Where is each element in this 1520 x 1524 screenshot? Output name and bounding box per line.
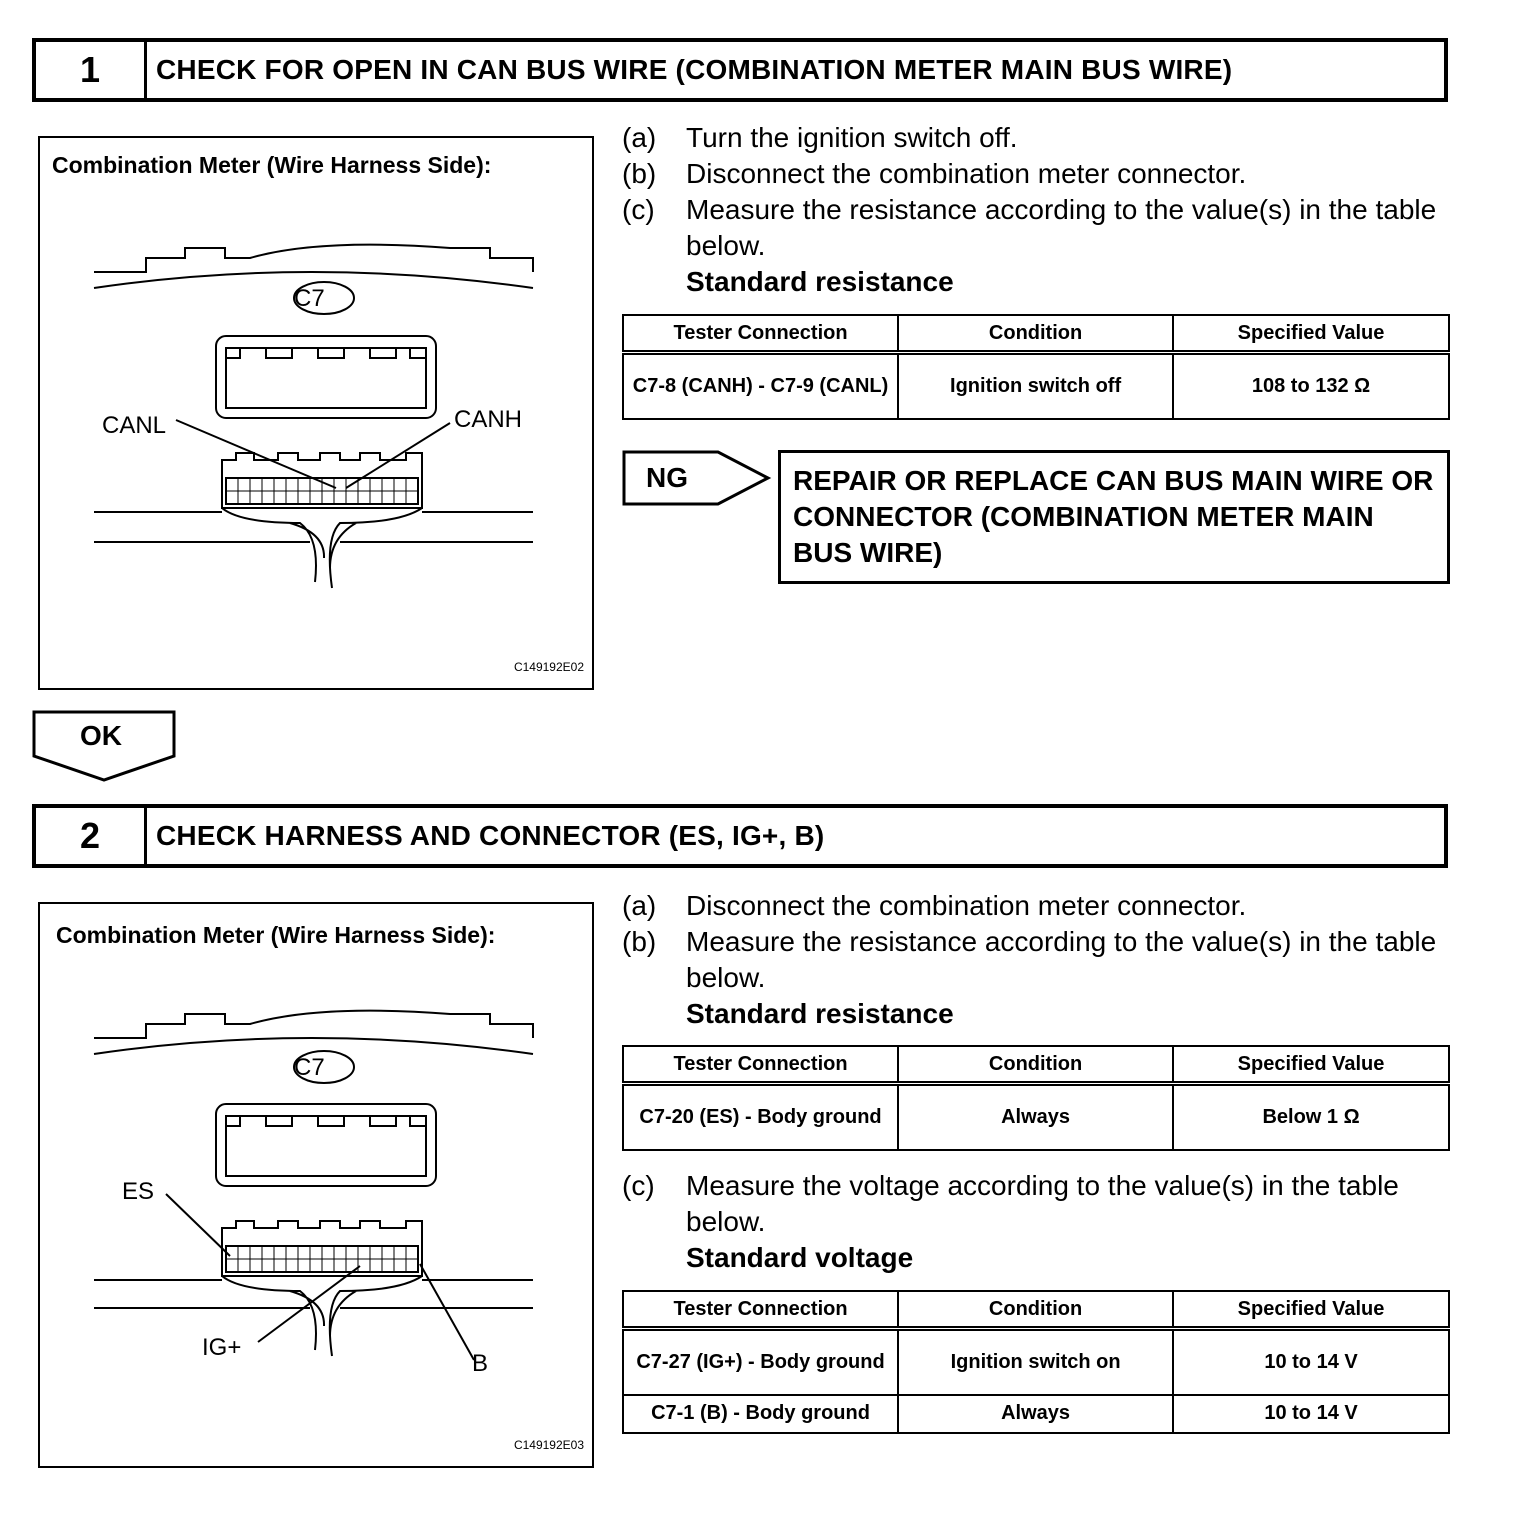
instruction-label: (b) bbox=[622, 926, 657, 957]
table-cell: Always bbox=[898, 1084, 1173, 1150]
step-2-resistance-table bbox=[622, 1045, 1450, 1151]
ig-plus-label: IG+ bbox=[202, 1334, 242, 1361]
step-2-title: CHECK HARNESS AND CONNECTOR (ES, IG+, B) bbox=[156, 820, 825, 851]
es-label: ES bbox=[122, 1178, 155, 1205]
table-cell: 108 to 132 Ω bbox=[1173, 353, 1449, 419]
instruction-text: Measure the voltage according to the value(s) in the table below. bbox=[686, 1170, 1399, 1237]
table-cell: 10 to 14 V bbox=[1173, 1329, 1449, 1395]
ok-label: OK bbox=[80, 720, 122, 751]
table-cell: 10 to 14 V bbox=[1173, 1395, 1449, 1433]
instruction-a bbox=[622, 120, 1448, 156]
standard-voltage-title: Standard voltage bbox=[686, 1242, 914, 1273]
table-cell: C7-20 (ES) - Body ground bbox=[623, 1084, 898, 1150]
table-header: Specified Value bbox=[1173, 1291, 1449, 1329]
instruction-label: (c) bbox=[622, 1170, 655, 1201]
instruction-label: (a) bbox=[622, 890, 657, 921]
figure-2-code: C149192E03 bbox=[513, 1438, 584, 1452]
table-header-row bbox=[623, 1291, 1449, 1329]
instruction-c bbox=[622, 192, 1448, 264]
canh-label: CANH bbox=[454, 406, 523, 433]
table-header: Specified Value bbox=[1173, 1046, 1449, 1084]
instruction-c bbox=[622, 1168, 1448, 1240]
ok-arrow bbox=[32, 710, 178, 787]
table-cell: C7-1 (B) - Body ground bbox=[623, 1395, 898, 1433]
instruction-a bbox=[622, 888, 1448, 924]
instruction-label: (c) bbox=[622, 194, 655, 225]
canl-label: CANL bbox=[102, 412, 167, 439]
step-2-number: 2 bbox=[36, 808, 147, 864]
table-row bbox=[623, 1329, 1449, 1395]
ng-arrow bbox=[622, 450, 772, 513]
table-header: Condition bbox=[898, 1291, 1173, 1329]
instruction-label: (a) bbox=[622, 122, 657, 153]
table-cell: C7-8 (CANH) - C7-9 (CANL) bbox=[623, 353, 898, 419]
step-1-number: 1 bbox=[36, 42, 147, 98]
table-header: Condition bbox=[898, 315, 1173, 353]
instruction-text: Disconnect the combination meter connector. bbox=[686, 890, 1247, 921]
connector-c7-label: C7 bbox=[294, 1054, 325, 1081]
table-header-row bbox=[623, 1046, 1449, 1084]
table-row bbox=[623, 353, 1449, 419]
step-2-voltage-table bbox=[622, 1290, 1450, 1434]
table-header: Tester Connection bbox=[623, 1046, 898, 1084]
figure-1-title: Combination Meter (Wire Harness Side): bbox=[52, 152, 492, 178]
instruction-text: Measure the resistance according to the value(s) in the table below. bbox=[686, 926, 1437, 993]
b-label: B bbox=[472, 1350, 489, 1377]
instruction-b bbox=[622, 156, 1448, 192]
instruction-text: Turn the ignition switch off. bbox=[686, 122, 1018, 153]
table-cell: C7-27 (IG+) - Body ground bbox=[623, 1329, 898, 1395]
ng-label: NG bbox=[646, 462, 688, 493]
instruction-label: (b) bbox=[622, 158, 657, 189]
step-1-instructions bbox=[622, 120, 1448, 300]
table-header: Tester Connection bbox=[623, 1291, 898, 1329]
table-cell: Ignition switch on bbox=[898, 1329, 1173, 1395]
instruction-b bbox=[622, 924, 1448, 996]
instruction-text: Disconnect the combination meter connector. bbox=[686, 158, 1247, 189]
step-2-instructions-2 bbox=[622, 1168, 1448, 1276]
table-header: Condition bbox=[898, 1046, 1173, 1084]
step-1-figure bbox=[38, 136, 594, 690]
table-header: Specified Value bbox=[1173, 315, 1449, 353]
table-row bbox=[623, 1395, 1449, 1433]
instruction-text: Measure the resistance according to the value(s) in the table below. bbox=[686, 194, 1437, 261]
table-header: Tester Connection bbox=[623, 315, 898, 353]
step-2-figure bbox=[38, 902, 594, 1468]
table-row bbox=[623, 1084, 1449, 1150]
standard-resistance-title: Standard resistance bbox=[686, 266, 954, 297]
step-1-header bbox=[32, 38, 1448, 102]
standard-resistance-title: Standard resistance bbox=[686, 998, 954, 1029]
table-cell: Below 1 Ω bbox=[1173, 1084, 1449, 1150]
table-cell: Ignition switch off bbox=[898, 353, 1173, 419]
step-2-header bbox=[32, 804, 1448, 868]
table-cell: Always bbox=[898, 1395, 1173, 1433]
ng-action-box: REPAIR OR REPLACE CAN BUS MAIN WIRE OR CONNECTOR (COMBINATION METER MAIN BUS WIRE) bbox=[778, 450, 1450, 584]
connector-c7-label: C7 bbox=[294, 285, 325, 312]
figure-1-code: C149192E02 bbox=[513, 660, 584, 674]
step-1-spec-table bbox=[622, 314, 1450, 420]
ng-arrow-shape bbox=[622, 450, 772, 508]
step-1-title: CHECK FOR OPEN IN CAN BUS WIRE (COMBINATION METER MAIN BUS WIRE) bbox=[156, 54, 1233, 85]
step-2-instructions bbox=[622, 888, 1448, 1032]
figure-2-title: Combination Meter (Wire Harness Side): bbox=[56, 922, 496, 948]
table-header-row bbox=[623, 315, 1449, 353]
